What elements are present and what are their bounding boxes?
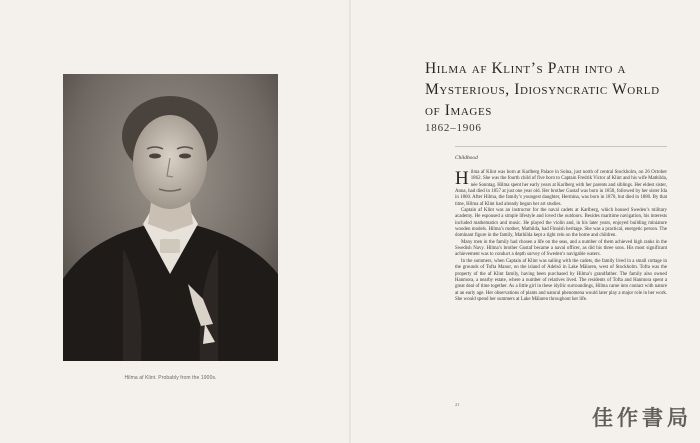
drop-cap: H [455, 168, 469, 189]
left-page [0, 0, 349, 443]
paragraph: In the summers, when Captain af Klint was sailing with the cadets, the family lived in a small cottage in the grounds of Tofta Manor, on the island of Adelsö in Lake Mälaren, west of Stockholm. Tofta was the property of the af Klint family, having been purchased by Hilma’s grandfather. The family also owned Hanmora, a nearby estate, where a number of relatives lived. The residents of Tofta and Hanmora spent a great deal of time together. As a little girl in these idyllic surroundings, Hilma came into contact with nature at an early age. Her observations of plants and natural phenomena would later play a major role in her work. She would spend her summers at Lake Mälaren throughout her life. [455, 258, 667, 302]
page-number: 21 [455, 402, 460, 407]
chapter-years: 1862–1906 [425, 122, 482, 134]
paragraph: Captain af Klint was an instructor for the naval cadets at Karlberg, which housed Sweden’s military academy. He espoused a simple lifestyle and loved the outdoors. Besides maritime navigation, his interests included mathematics and music. He played the violin and, in his later years, enjoyed building miniature wooden models. Hilma’s mother, Mathilda, had Finnish heritage. She was a practical, energetic person. The dominant figure in the family, Mathilda kept a tight rein on the home and children. [455, 208, 667, 239]
chapter-title: Hilma af Klint’s Path into a Mysterious, Idiosyncratic World of Images [425, 60, 660, 119]
body-text [455, 170, 667, 303]
watermark: 佳作書局 [592, 406, 692, 430]
photo-caption: Hilma af Klint. Probably from the 1900s. [124, 375, 217, 381]
section-label: Childhood [455, 155, 478, 161]
right-page [351, 0, 700, 443]
paragraph-text: ilma af Klint was born at Karlberg Palace in Solna, just north of central Stockholm, on 26 October 1862. She was the fourth child of five born to Captain Fredrik Victor af Klint and his wife Mathilda, née Sonntag. Hilma spent her early years at Karlberg with her parents and siblings. Her eldest sister, Anna, had died in 1857 at just one year old. Her brother Gustaf was born in 1858, followed by her sister Ida in 1860. After Hilma, the family’s youngest daughter, Hermina, was born in 1870, but died in 1880. By that time, Hilma af Klint had already begun her art studies. [455, 170, 667, 207]
paragraph: Many men in the family had chosen a life on the seas, and a number of them achieved high ranks in the Swedish Navy. Hilma’s brother Gustaf became a naval officer, as did his three sons. His most significant achievement was to conduct a depth survey of Sweden’s navigable waters. [455, 239, 667, 258]
section-rule [455, 146, 667, 147]
portrait-photo [63, 74, 278, 361]
paragraph [455, 170, 667, 208]
